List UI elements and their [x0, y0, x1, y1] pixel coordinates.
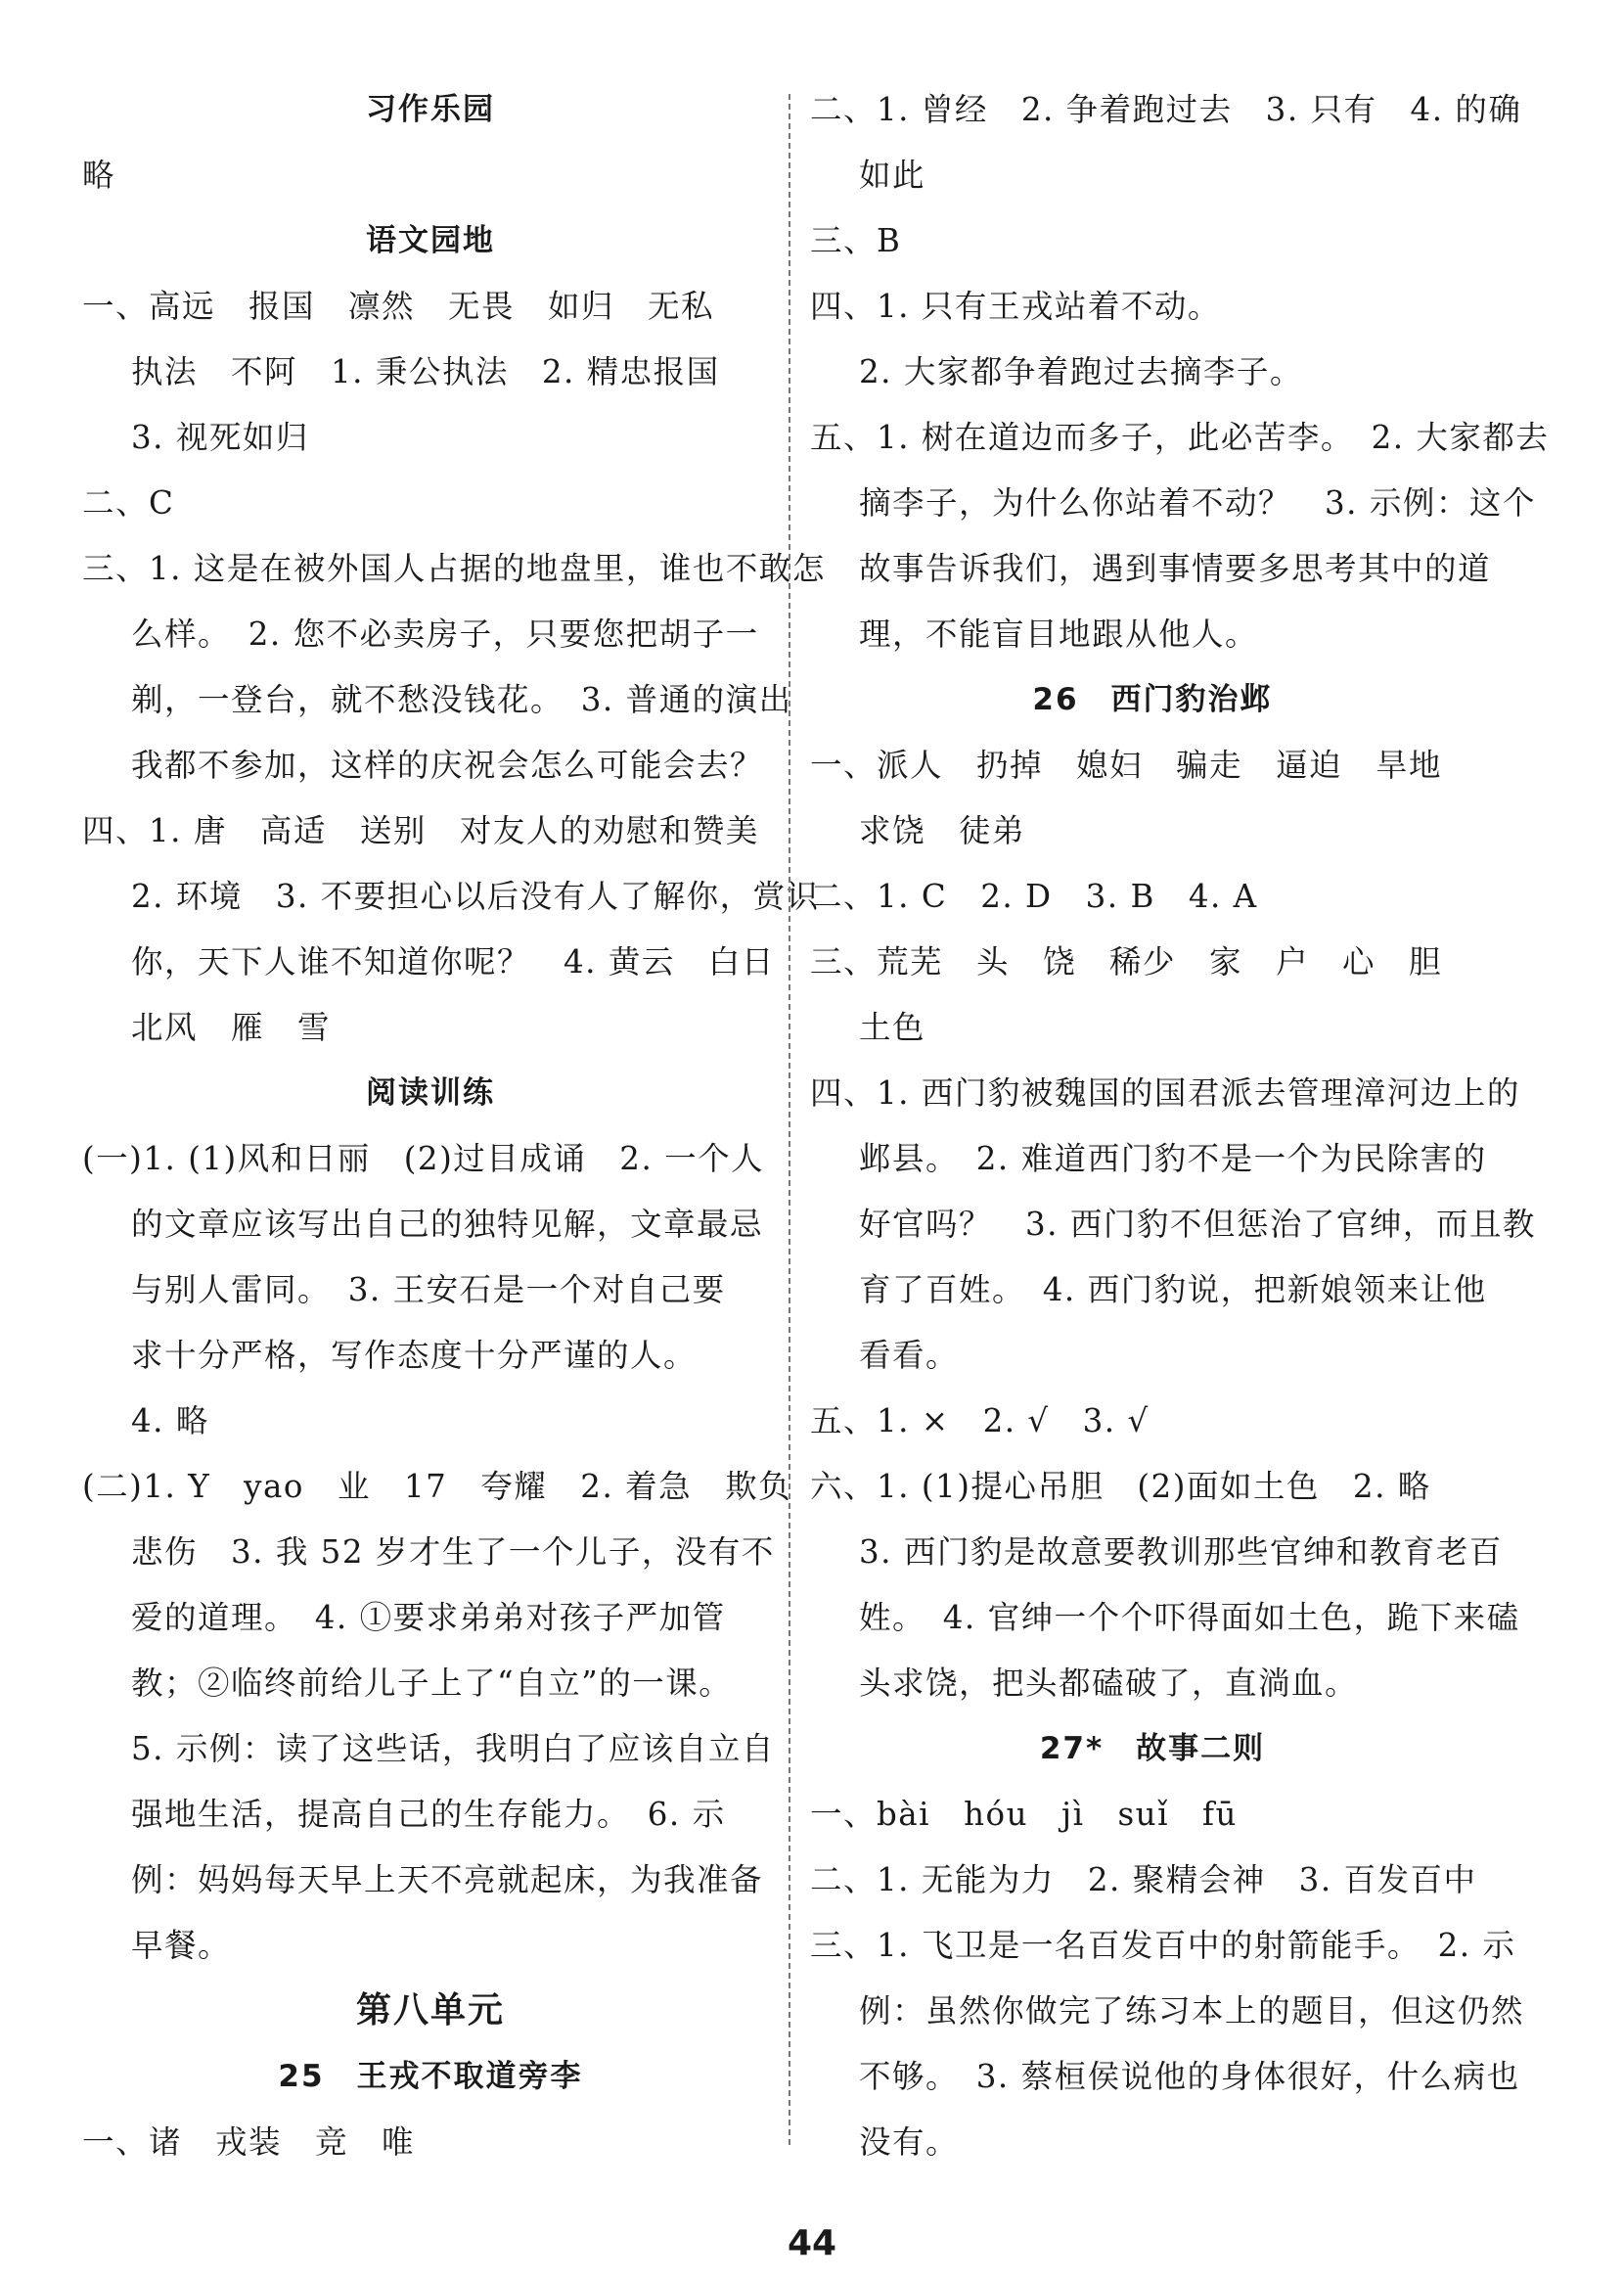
section-heading: 25 王戎不取道旁李	[278, 2059, 583, 2094]
answer-line-continued: 头求饶，把头都磕破了，直淌血。	[859, 1665, 1359, 1702]
answer-line-continued: 摘李子，为什么你站着不动？ 3. 示例：这个	[859, 484, 1536, 522]
answer-line-continued: 4. 略	[131, 1402, 209, 1439]
answer-line-continued: 不够。 3. 蔡桓侯说他的身体很好，什么病也	[859, 2058, 1520, 2095]
answer-line-continued: 求十分严格，写作态度十分严谨的人。	[131, 1337, 698, 1374]
answer-line: 四、1. 西门豹被魏国的国君派去管理漳河边上的	[810, 1074, 1520, 1112]
answer-line-continued: 土色	[859, 1009, 926, 1046]
answer-line: 二、1. 曾经 2. 争着跑过去 3. 只有 4. 的确	[810, 91, 1522, 128]
answer-line-continued: 5. 示例：读了这些话，我明白了应该自立自	[131, 1730, 775, 1767]
answer-line: 一、高远 报国 凛然 无畏 如归 无私	[82, 288, 715, 325]
answer-line: 三、B	[810, 222, 902, 259]
page-number: 44	[787, 2223, 837, 2263]
answer-line-continued: 早餐。	[131, 1927, 232, 1964]
answer-line-continued: 例：虽然你做完了练习本上的题目，但这仍然	[859, 1992, 1525, 2030]
answer-line-continued: 好官吗？ 3. 西门豹不但惩治了官绅，而且教	[859, 1206, 1536, 1243]
answer-line: 一、诸 戎装 竞 唯	[82, 2123, 416, 2161]
answer-line-continued: 育了百姓。 4. 西门豹说，把新娘领来让他	[859, 1271, 1487, 1308]
answer-line-continued: 看看。	[859, 1337, 960, 1374]
answer-line: 三、1. 飞卫是一名百发百中的射箭能手。 2. 示	[810, 1927, 1516, 1964]
answer-line: 三、1. 这是在被外国人占据的地盘里，谁也不敢怎	[82, 550, 826, 587]
answer-line-continued: 姓。 4. 官绅一个个吓得面如土色，跪下来磕	[859, 1599, 1520, 1636]
answer-line-continued: 强地生活，提高自己的生存能力。 6. 示	[131, 1796, 726, 1833]
answer-line: 五、1. × 2. √ 3. √	[810, 1402, 1150, 1439]
answer-line-continued: 爱的道理。 4. ①要求弟弟对孩子严加管	[131, 1599, 726, 1636]
answer-line: 二、C	[82, 484, 175, 522]
answer-line-continued: 例：妈妈每天早上天不亮就起床，为我准备	[131, 1861, 764, 1898]
answer-line-continued: 3. 西门豹是故意要教训那些官绅和教育老百	[859, 1533, 1503, 1571]
answer-line: 六、1. (1)提心吊胆 (2)面如土色 2. 略	[810, 1468, 1431, 1505]
answer-line-continued: 剃，一登台，就不愁没钱花。 3. 普通的演出	[131, 681, 792, 718]
answer-line-continued: 北风 雁 雪	[131, 1009, 332, 1046]
answer-line: 略	[82, 157, 116, 194]
answer-line-continued: 么样。 2. 您不必卖房子，只要您把胡子一	[131, 616, 759, 653]
answer-line-continued: 2. 环境 3. 不要担心以后没有人了解你，赏识	[131, 878, 820, 915]
answer-line-continued: 与别人雷同。 3. 王安石是一个对自己要	[131, 1271, 726, 1308]
section-heading: 语文园地	[366, 223, 495, 258]
answer-line-continued: 教；②临终前给儿子上了“自立”的一课。	[131, 1665, 733, 1702]
right-column	[810, 84, 1550, 2182]
answer-line: 一、派人 扔掉 媳妇 骗走 逼迫 旱地	[810, 747, 1443, 784]
answer-line-continued: 3. 视死如归	[131, 419, 309, 456]
answer-line: 四、1. 唐 高适 送别 对友人的劝慰和赞美	[82, 812, 759, 849]
answer-line-continued: 理，不能盲目地跟从他人。	[859, 616, 1259, 653]
answer-line-continued: 邺县。 2. 难道西门豹不是一个为民除害的	[859, 1140, 1487, 1177]
answer-line-continued: 没有。	[859, 2123, 960, 2161]
answer-line-continued: 你，天下人谁不知道你呢？ 4. 黄云 白日	[131, 943, 775, 981]
answer-line-continued: 2. 大家都争着跑过去摘李子。	[859, 353, 1303, 390]
section-heading: 27* 故事二则	[1039, 1731, 1266, 1766]
answer-line-continued: 的文章应该写出自己的独特见解，文章最忌	[131, 1206, 764, 1243]
left-column	[82, 84, 826, 2182]
answer-line: 五、1. 树在道边而多子，此必苦李。 2. 大家都去	[810, 419, 1550, 456]
section-heading: 阅读训练	[366, 1075, 495, 1111]
answer-line: 一、bài hóu jì suǐ fū	[810, 1796, 1238, 1833]
section-heading: 习作乐园	[366, 92, 495, 127]
answer-line-continued: 我都不参加，这样的庆祝会怎么可能会去？	[131, 747, 764, 784]
answer-line: 二、1. C 2. D 3. B 4. A	[810, 878, 1258, 915]
answer-line: (二)1. Y yao 业 17 夸耀 2. 着急 欺负	[82, 1468, 792, 1505]
unit-heading: 第八单元	[355, 1990, 505, 2030]
answer-line: (一)1. (1)风和日丽 (2)过目成诵 2. 一个人	[82, 1140, 765, 1177]
answer-line-continued: 执法 不阿 1. 秉公执法 2. 精忠报国	[131, 353, 720, 390]
answer-line: 四、1. 只有王戎站着不动。	[810, 288, 1221, 325]
answer-line: 三、荒芜 头 饶 稀少 家 户 心 胆	[810, 943, 1443, 981]
answer-line-continued: 求饶 徒弟	[859, 812, 1026, 849]
column-divider	[789, 94, 790, 2145]
answer-line-continued: 故事告诉我们，遇到事情要多思考其中的道	[859, 550, 1492, 587]
answer-line-continued: 悲伤 3. 我 52 岁才生了一个儿子，没有不	[131, 1533, 775, 1571]
section-heading: 26 西门豹治邺	[1032, 682, 1273, 717]
answer-line: 二、1. 无能为力 2. 聚精会神 3. 百发百中	[810, 1861, 1477, 1898]
answer-line-continued: 如此	[859, 157, 926, 194]
